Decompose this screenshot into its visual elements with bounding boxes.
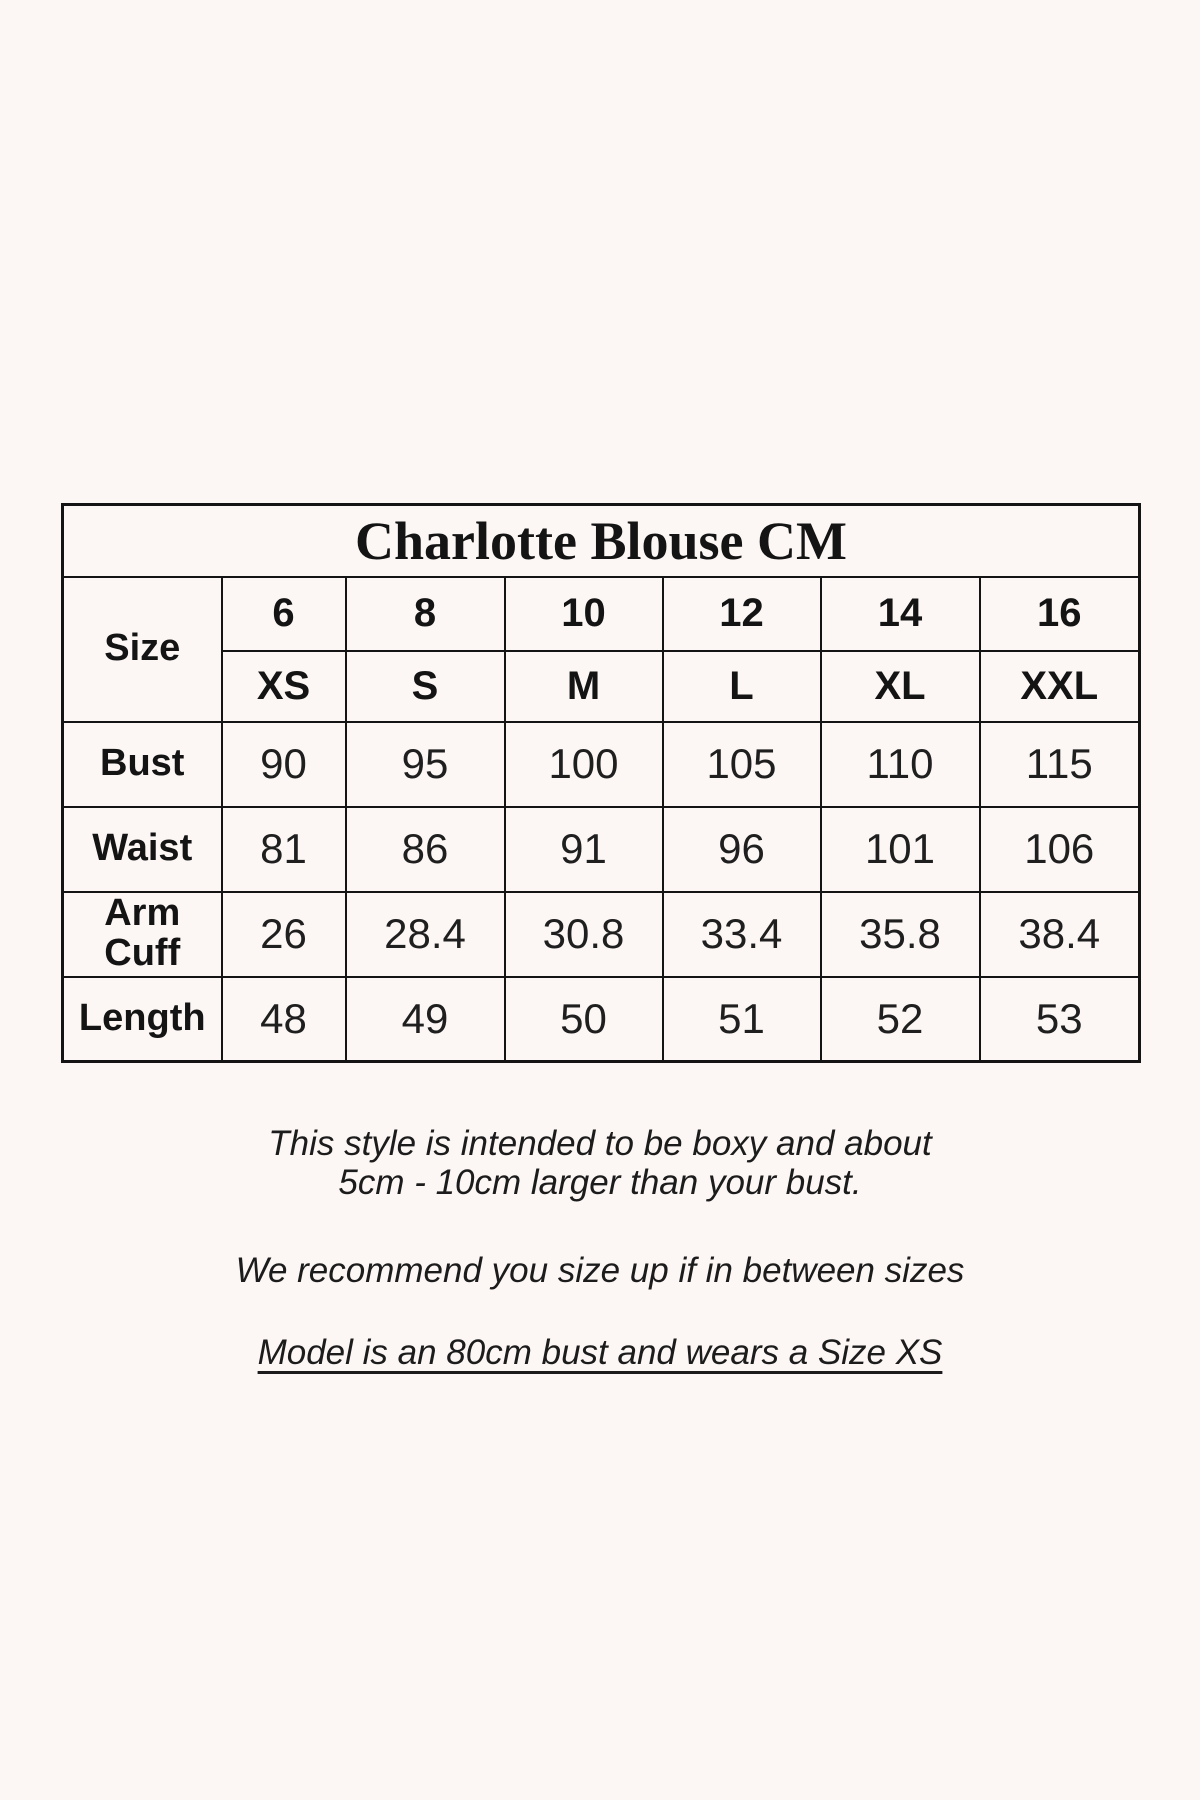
size-number-cell: 10 — [505, 577, 663, 651]
value-cell: 52 — [821, 977, 980, 1062]
size-number-cell: 14 — [821, 577, 980, 651]
value-cell: 101 — [821, 807, 980, 892]
value-cell: 28.4 — [346, 892, 505, 977]
size-letter-cell: XL — [821, 651, 980, 722]
value-cell: 110 — [821, 722, 980, 807]
value-cell: 115 — [980, 722, 1140, 807]
row-label-waist: Waist — [63, 807, 222, 892]
note-boxy-fit — [0, 1124, 1200, 1202]
size-letter-row — [63, 651, 1140, 722]
title-row — [63, 505, 1140, 577]
row-label-bust: Bust — [63, 722, 222, 807]
size-number-cell: 8 — [346, 577, 505, 651]
value-cell: 90 — [222, 722, 346, 807]
size-corner-label: Size — [63, 577, 222, 722]
value-cell: 81 — [222, 807, 346, 892]
note-model-size: Model is an 80cm bust and wears a Size XS — [257, 1333, 943, 1372]
value-cell: 100 — [505, 722, 663, 807]
value-cell: 49 — [346, 977, 505, 1062]
value-cell: 33.4 — [663, 892, 821, 977]
note-boxy-fit-line1: This style is intended to be boxy and about — [268, 1124, 932, 1163]
length-row — [63, 977, 1140, 1062]
waist-row — [63, 807, 1140, 892]
note-size-up: We recommend you size up if in between sizes — [235, 1251, 965, 1290]
size-letter-cell: XS — [222, 651, 346, 722]
value-cell: 26 — [222, 892, 346, 977]
fit-notes — [0, 1124, 1200, 1372]
size-number-cell: 16 — [980, 577, 1140, 651]
size-number-cell: 12 — [663, 577, 821, 651]
value-cell: 96 — [663, 807, 821, 892]
size-letter-cell: XXL — [980, 651, 1140, 722]
size-letter-cell: L — [663, 651, 821, 722]
size-letter-cell: S — [346, 651, 505, 722]
row-label-arm-cuff: Arm Cuff — [63, 892, 222, 977]
value-cell: 48 — [222, 977, 346, 1062]
value-cell: 106 — [980, 807, 1140, 892]
value-cell: 105 — [663, 722, 821, 807]
value-cell: 38.4 — [980, 892, 1140, 977]
size-chart-table — [61, 503, 1141, 1063]
value-cell: 30.8 — [505, 892, 663, 977]
value-cell: 91 — [505, 807, 663, 892]
value-cell: 51 — [663, 977, 821, 1062]
arm-cuff-row — [63, 892, 1140, 977]
bust-row — [63, 722, 1140, 807]
value-cell: 86 — [346, 807, 505, 892]
size-chart-title: Charlotte Blouse CM — [63, 505, 1140, 577]
value-cell: 95 — [346, 722, 505, 807]
size-number-row — [63, 577, 1140, 651]
value-cell: 53 — [980, 977, 1140, 1062]
size-number-cell: 6 — [222, 577, 346, 651]
value-cell: 35.8 — [821, 892, 980, 977]
value-cell: 50 — [505, 977, 663, 1062]
note-boxy-fit-line2: 5cm - 10cm larger than your bust. — [338, 1163, 862, 1202]
row-label-length: Length — [63, 977, 222, 1062]
size-letter-cell: M — [505, 651, 663, 722]
